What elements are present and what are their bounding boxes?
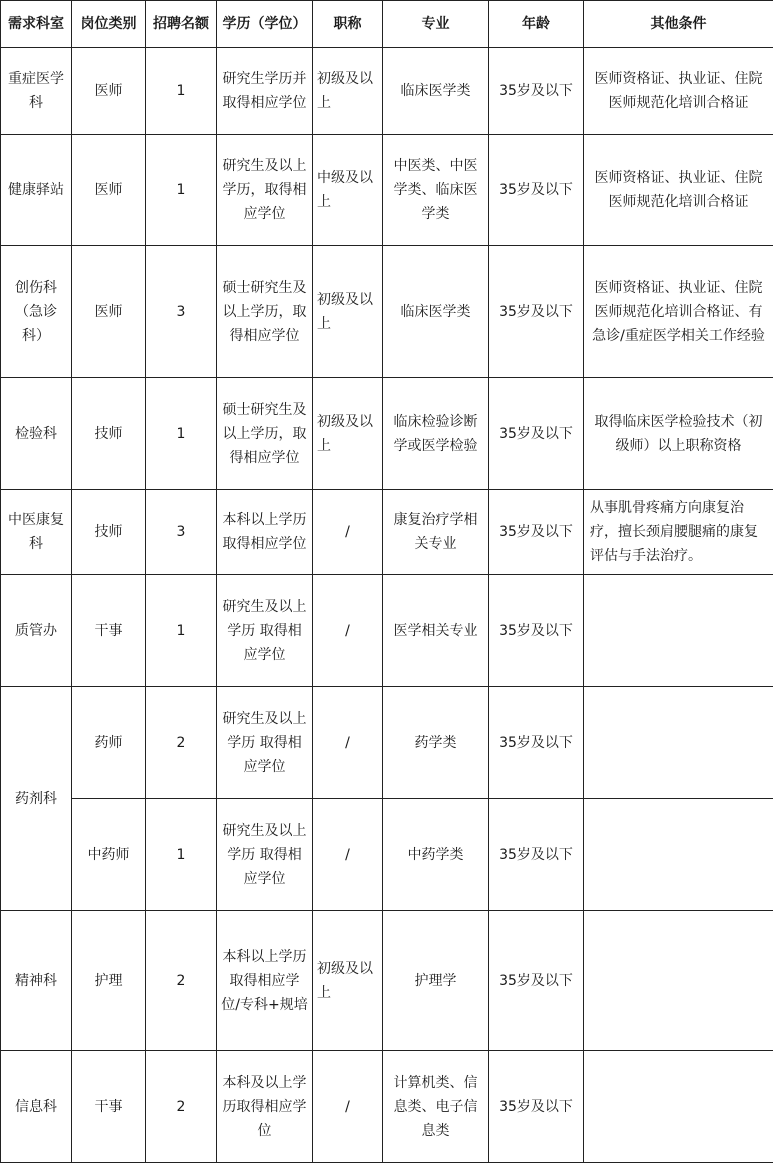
dept-cell: 质管办 xyxy=(1,575,72,687)
category-cell: 干事 xyxy=(72,575,146,687)
other-cell xyxy=(584,1051,773,1163)
count-cell: 2 xyxy=(146,911,217,1051)
category-cell: 技师 xyxy=(72,378,146,490)
count-cell: 2 xyxy=(146,1051,217,1163)
education-cell: 研究生及以上学历，取得相应学位 xyxy=(217,135,313,246)
category-cell: 护理 xyxy=(72,911,146,1051)
dept-cell: 健康驿站 xyxy=(1,135,72,246)
other-cell xyxy=(584,799,773,911)
other-cell: 取得临床医学检验技术（初级师）以上职称资格 xyxy=(584,378,773,490)
major-cell: 药学类 xyxy=(383,687,489,799)
header-education: 学历（学位） xyxy=(217,1,313,48)
other-cell xyxy=(584,575,773,687)
education-cell: 研究生及以上学历 取得相应学位 xyxy=(217,575,313,687)
category-cell: 中药师 xyxy=(72,799,146,911)
other-cell xyxy=(584,687,773,799)
title-cell: 初级及以上 xyxy=(313,378,383,490)
dept-cell: 中医康复科 xyxy=(1,490,72,575)
dept-cell: 检验科 xyxy=(1,378,72,490)
table-row xyxy=(1,135,773,246)
table-row xyxy=(1,575,773,687)
age-cell: 35岁及以下 xyxy=(489,1051,584,1163)
education-cell: 研究生及以上学历 取得相应学位 xyxy=(217,799,313,911)
title-cell: / xyxy=(313,687,383,799)
age-cell: 35岁及以下 xyxy=(489,135,584,246)
other-cell xyxy=(584,911,773,1051)
category-cell: 技师 xyxy=(72,490,146,575)
major-cell: 临床医学类 xyxy=(383,246,489,378)
age-cell: 35岁及以下 xyxy=(489,687,584,799)
count-cell: 1 xyxy=(146,378,217,490)
table-row xyxy=(1,378,773,490)
age-cell: 35岁及以下 xyxy=(489,490,584,575)
count-cell: 1 xyxy=(146,48,217,135)
category-cell: 医师 xyxy=(72,135,146,246)
education-cell: 本科以上学历取得相应学位/专科+规培 xyxy=(217,911,313,1051)
table-row xyxy=(1,799,773,911)
major-cell: 中药学类 xyxy=(383,799,489,911)
title-cell: 中级及以上 xyxy=(313,135,383,246)
count-cell: 1 xyxy=(146,799,217,911)
major-cell: 临床医学类 xyxy=(383,48,489,135)
category-cell: 干事 xyxy=(72,1051,146,1163)
age-cell: 35岁及以下 xyxy=(489,575,584,687)
title-cell: 初级及以上 xyxy=(313,911,383,1051)
other-cell: 医师资格证、执业证、住院医师规范化培训合格证、有急诊/重症医学相关工作经验 xyxy=(584,246,773,378)
dept-cell: 药剂科 xyxy=(1,687,72,911)
header-row xyxy=(1,1,773,48)
title-cell: / xyxy=(313,575,383,687)
education-cell: 硕士研究生及以上学历，取得相应学位 xyxy=(217,246,313,378)
count-cell: 3 xyxy=(146,246,217,378)
age-cell: 35岁及以下 xyxy=(489,799,584,911)
dept-cell: 信息科 xyxy=(1,1051,72,1163)
major-cell: 计算机类、信息类、电子信息类 xyxy=(383,1051,489,1163)
header-age: 年龄 xyxy=(489,1,584,48)
major-cell: 康复治疗学相关专业 xyxy=(383,490,489,575)
other-cell: 医师资格证、执业证、住院医师规范化培训合格证 xyxy=(584,135,773,246)
count-cell: 1 xyxy=(146,135,217,246)
education-cell: 硕士研究生及以上学历，取得相应学位 xyxy=(217,378,313,490)
category-cell: 医师 xyxy=(72,246,146,378)
major-cell: 护理学 xyxy=(383,911,489,1051)
major-cell: 中医类、中医学类、临床医学类 xyxy=(383,135,489,246)
other-cell: 医师资格证、执业证、住院医师规范化培训合格证 xyxy=(584,48,773,135)
title-cell: 初级及以上 xyxy=(313,48,383,135)
education-cell: 研究生学历并取得相应学位 xyxy=(217,48,313,135)
count-cell: 3 xyxy=(146,490,217,575)
header-other: 其他条件 xyxy=(584,1,773,48)
title-cell: 初级及以上 xyxy=(313,246,383,378)
major-cell: 医学相关专业 xyxy=(383,575,489,687)
education-cell: 本科以上学历取得相应学位 xyxy=(217,490,313,575)
table-row xyxy=(1,48,773,135)
header-dept: 需求科室 xyxy=(1,1,72,48)
other-cell: 从事肌骨疼痛方向康复治疗，擅长颈肩腰腿痛的康复评估与手法治疗。 xyxy=(584,490,773,575)
education-cell: 研究生及以上学历 取得相应学位 xyxy=(217,687,313,799)
title-cell: / xyxy=(313,490,383,575)
age-cell: 35岁及以下 xyxy=(489,911,584,1051)
dept-cell: 创伤科（急诊科） xyxy=(1,246,72,378)
count-cell: 2 xyxy=(146,687,217,799)
table-row xyxy=(1,246,773,378)
education-cell: 本科及以上学历取得相应学位 xyxy=(217,1051,313,1163)
table-row xyxy=(1,1051,773,1163)
title-cell: / xyxy=(313,1051,383,1163)
category-cell: 药师 xyxy=(72,687,146,799)
dept-cell: 重症医学科 xyxy=(1,48,72,135)
header-count: 招聘名额 xyxy=(146,1,217,48)
title-cell: / xyxy=(313,799,383,911)
age-cell: 35岁及以下 xyxy=(489,246,584,378)
age-cell: 35岁及以下 xyxy=(489,48,584,135)
header-major: 专业 xyxy=(383,1,489,48)
category-cell: 医师 xyxy=(72,48,146,135)
count-cell: 1 xyxy=(146,575,217,687)
age-cell: 35岁及以下 xyxy=(489,378,584,490)
dept-cell: 精神科 xyxy=(1,911,72,1051)
table-row xyxy=(1,490,773,575)
table-row xyxy=(1,687,773,799)
major-cell: 临床检验诊断学或医学检验 xyxy=(383,378,489,490)
header-title: 职称 xyxy=(313,1,383,48)
table-row xyxy=(1,911,773,1051)
header-category: 岗位类别 xyxy=(72,1,146,48)
